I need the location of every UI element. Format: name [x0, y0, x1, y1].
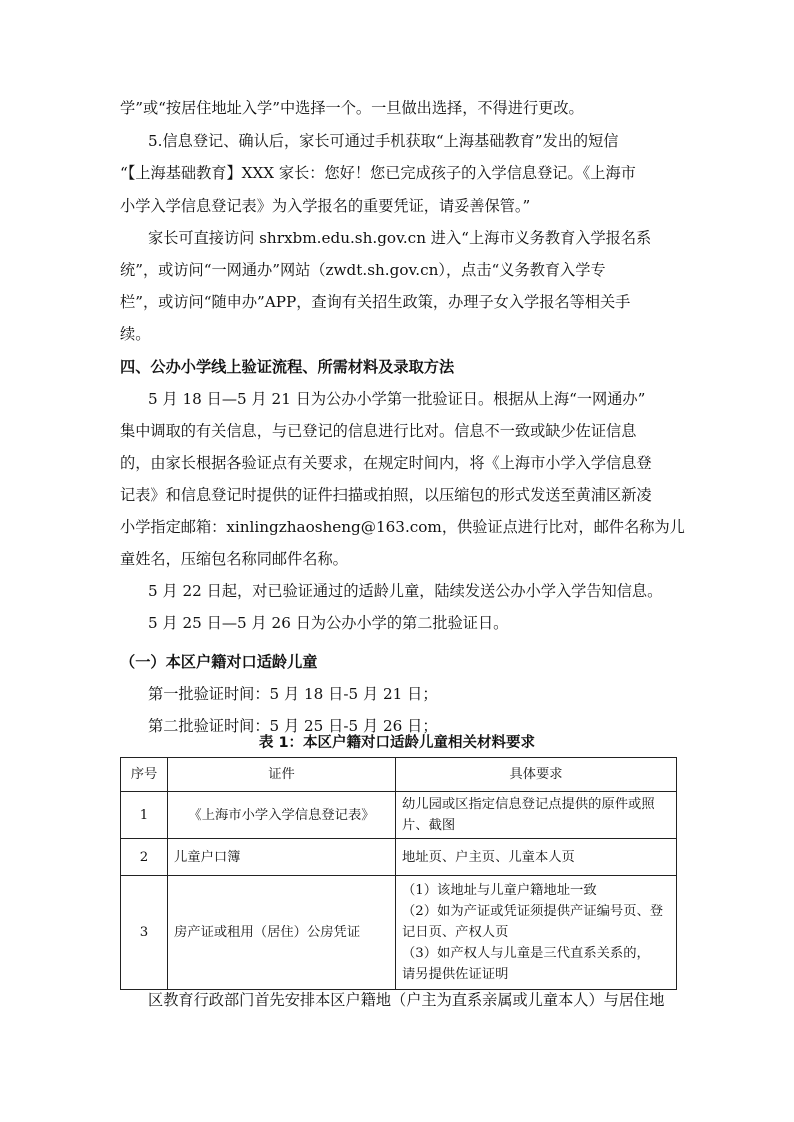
text-line: 童姓名，压缩包名称同邮件名称。	[120, 550, 348, 568]
header-cell: 序号	[121, 758, 168, 792]
requirement-line: 片、截图	[402, 818, 456, 833]
table-header-row	[121, 758, 677, 792]
requirement-line: 幼儿园或区指定信息登记点提供的原件或照	[402, 797, 655, 812]
text-line: 区教育行政部门首先安排本区户籍地（户主为直系亲属或儿童本人）与居住地	[148, 991, 665, 1009]
header-cell: 具体要求	[396, 758, 677, 792]
text-line: 续。	[120, 325, 151, 343]
text-line: 5 月 22 日起，对已验证通过的适龄儿童，陆续发送公办小学入学告知信息。	[148, 582, 663, 600]
text-line: 记表》和信息登记时提供的证件扫描或拍照，以压缩包的形式发送至黄浦区新凌	[120, 486, 652, 504]
requirement-line: （1）该地址与儿童户籍地址一致	[402, 883, 597, 898]
text-line: 小学入学信息登记表》为入学报名的重要凭证，请妥善保管。”	[120, 197, 531, 215]
text-line: 5.信息登记、确认后，家长可通过手机获取“上海基础教育”发出的短信	[148, 132, 619, 150]
requirement-cell	[396, 839, 677, 876]
row-number: 2	[121, 839, 168, 876]
row-number: 3	[121, 876, 168, 990]
requirement-cell	[396, 792, 677, 839]
requirement-line: 地址页、户主页、儿童本人页	[402, 849, 575, 865]
requirement-line: 请另提供佐证证明	[402, 967, 509, 982]
text-line: 统”，或访问“一网通办”网站（zwdt.sh.gov.cn），点击“义务教育入学专	[120, 261, 606, 279]
text-line: 第一批验证时间：5 月 18 日-5 月 21 日；	[148, 685, 438, 703]
row-number: 1	[121, 792, 168, 839]
text-line: 栏”，或访问“随申办”APP，查询有关招生政策，办理子女入学报名等相关手	[120, 293, 631, 311]
document-name: 儿童户口簿	[168, 839, 396, 876]
text-line: 5 月 25 日—5 月 26 日为公办小学的第二批验证日。	[148, 614, 509, 632]
table-row	[121, 839, 677, 876]
requirement-cell	[396, 876, 677, 990]
table-row	[121, 876, 677, 990]
materials-table	[120, 757, 677, 990]
subsection-heading: （一）本区户籍对口适龄儿童	[120, 653, 318, 671]
table-row	[121, 792, 677, 839]
text-line: 学”或“按居住地址入学”中选择一个。一旦做出选择，不得进行更改。	[120, 99, 584, 117]
text-line: 5 月 18 日—5 月 21 日为公办小学第一批验证日。根据从上海“一网通办”	[148, 390, 646, 408]
text-line: 集中调取的有关信息，与已登记的信息进行比对。信息不一致或缺少佐证信息	[120, 422, 637, 440]
section-heading: 四、公办小学线上验证流程、所需材料及录取方法	[120, 358, 455, 376]
text-line: 小学指定邮箱：xinlingzhaosheng@163.com，供验证点进行比对，邮件名称为儿	[120, 518, 685, 536]
requirement-line: 记日页、产权人页	[402, 925, 509, 940]
header-cell: 证件	[168, 758, 396, 792]
text-line: “【上海基础教育】XXX 家长：您好！您已完成孩子的入学信息登记。《上海市	[120, 164, 636, 182]
text-line: 家长可直接访问 shrxbm.edu.sh.gov.cn 进入“上海市义务教育入学报名系	[148, 229, 652, 247]
text-line: 第二批验证时间：5 月 25 日-5 月 26 日；	[148, 717, 438, 735]
text-line: 的，由家长根据各验证点有关要求，在规定时间内，将《上海市小学入学信息登	[120, 454, 652, 472]
table-caption: 表 1：本区户籍对口适龄儿童相关材料要求	[258, 735, 536, 751]
requirement-line: （3）如产权人与儿童是三代直系关系的，	[402, 946, 650, 961]
document-name: 房产证或租用（居住）公房凭证	[168, 876, 396, 990]
document-name: 《上海市小学入学信息登记表》	[168, 792, 396, 839]
requirement-line: （2）如为产证或凭证须提供产证编号页、登	[402, 904, 664, 919]
